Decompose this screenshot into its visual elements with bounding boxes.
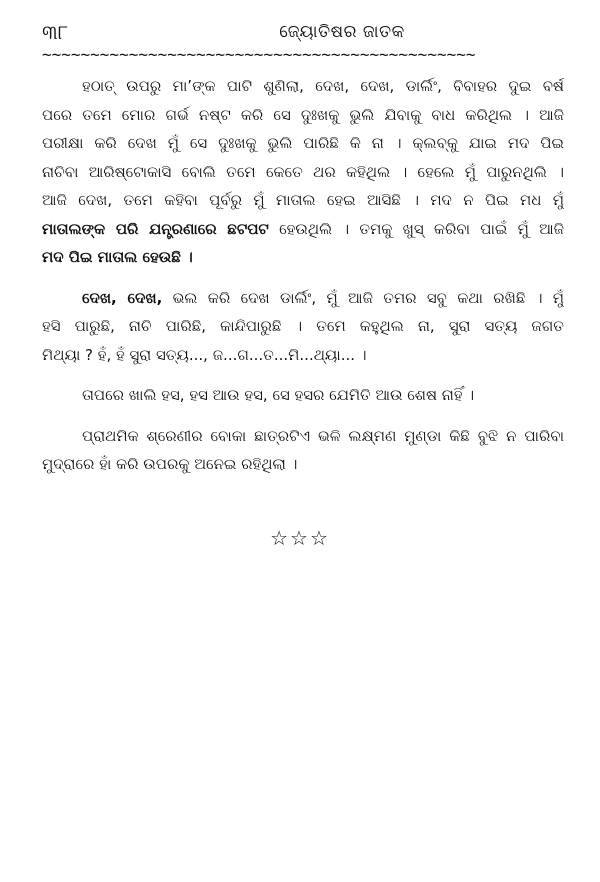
body-text bbox=[42, 72, 564, 479]
bold-phrase: ଦେଖ, ଦେଖ, bbox=[82, 288, 163, 307]
text-line: ହଠାତ୍ ଉପରୁ ମା’ଙ୍କ ପାଟି ଶୁଣିଲା, ଦେଖ, ଦେଖ, ଡାର୍ଲିଂ, ବିବାହର ଦୁଇ ବର୍ଷ bbox=[82, 77, 564, 95]
page-header bbox=[42, 18, 562, 48]
text-line: ଆଜି ଦେଖ, ତମେ କହିବା ପୂର୍ବରୁ ମୁଁ ମାତାଲ ହେଇ ଆସିଛି । ମଦ ନ ପିଇ ମଧ ମୁଁ bbox=[42, 191, 564, 209]
paragraph-3 bbox=[42, 381, 564, 410]
text-line: ମୁଦ୍ରାରେ ହାଁ କରି ଉପରକୁ ଅନେଇ ରହିଥିଲା । bbox=[42, 455, 298, 473]
tilde-divider: ~~~~~~~~~~~~~~~~~~~~~~~~~~~~~~~~~~~~~~~~~~~~~ bbox=[42, 46, 476, 64]
text-line: ମିଥ୍ୟା ? ହଁ, ହଁ ସୁରା ସତ୍ୟ..., ଜ...ଗ...ତ...ମି...ଥ୍ୟା... । bbox=[42, 345, 367, 364]
section-break-stars-icon: ☆☆☆ bbox=[270, 526, 330, 550]
page-number: ୩୮ bbox=[42, 20, 69, 44]
text-line bbox=[42, 284, 564, 313]
paragraph-2 bbox=[42, 284, 564, 370]
text-line: ପରେ ତମେ ମୋର ଗର୍ଭ ନଷ୍ଟ କରି ସେ ଦୁଃଖକୁ ଭୁଲି ଯିବାକୁ ବାଧ କରିଥିଲ । ଆଜି bbox=[42, 105, 564, 124]
text-line bbox=[42, 215, 564, 244]
text-line: ପରୀକ୍ଷା କରି ଦେଖ ମୁଁ ସେ ଦୁଃଖକୁ ଭୁଲି ପାରିଛି କି ନା । କ୍ଲବ୍‌କୁ ଯାଇ ମଦ ପିଇ bbox=[42, 134, 564, 152]
paragraph-1 bbox=[42, 72, 564, 272]
running-title: ଜ୍ୟୋତିଷର ଜାତକ bbox=[279, 22, 405, 42]
bold-phrase: ମାତାଲଙ୍କ ପରି ଯନ୍ତ୍ରଣାରେ ଛଟପଟ bbox=[42, 219, 269, 238]
text-line: ହସି ପାରୁଛି, ନାଚି ପାରିଛି, କାନ୍ଦିପାରୁଛି । ତମେ କହୁଥିଲ ନା, ସୁରା ସତ୍ୟ ଜଗତ bbox=[42, 317, 564, 335]
text-line: ନାଚିବା ଆରିଷ୍ଟୋକାସି ବୋଲି ତମେ କେତେ ଥର କହିଥିଲ । ହେଲେ ମୁଁ ପାରୁନଥିଲି । bbox=[42, 162, 564, 181]
text-run: ଭଲ କରି ଦେଖ ଡାର୍ଲିଂ, ମୁଁ ଆଜି ତମର ସବୁ କଥା ରଖିଛି । ମୁଁ bbox=[162, 288, 564, 307]
paragraph-4 bbox=[42, 422, 564, 479]
text-line: ପ୍ରାଥମିକ ଶ୍ରେଣୀର ବୋକା ଛାତ୍ରଟିଏ ଭଳି ଲକ୍ଷ୍ମଣ ମୁଣ୍ଡା କିଛି ବୁଝି ନ ପାରିବା bbox=[82, 426, 564, 445]
text-line: ତାପରେ ଖାଲି ହସ, ହସ ଆଉ ହସ, ସେ ହସର ଯେମିତି ଆଉ ଶେଷ ନାହିଁ । bbox=[82, 386, 475, 404]
text-line-bold: ମଦ ପିଇ ମାତାଲ ହେଉଛି । bbox=[42, 248, 193, 266]
text-run: ହେଉଥିଲି । ତମକୁ ଖୁସ୍ କରିବା ପାଇଁ ମୁଁ ଆଜି bbox=[268, 219, 564, 238]
